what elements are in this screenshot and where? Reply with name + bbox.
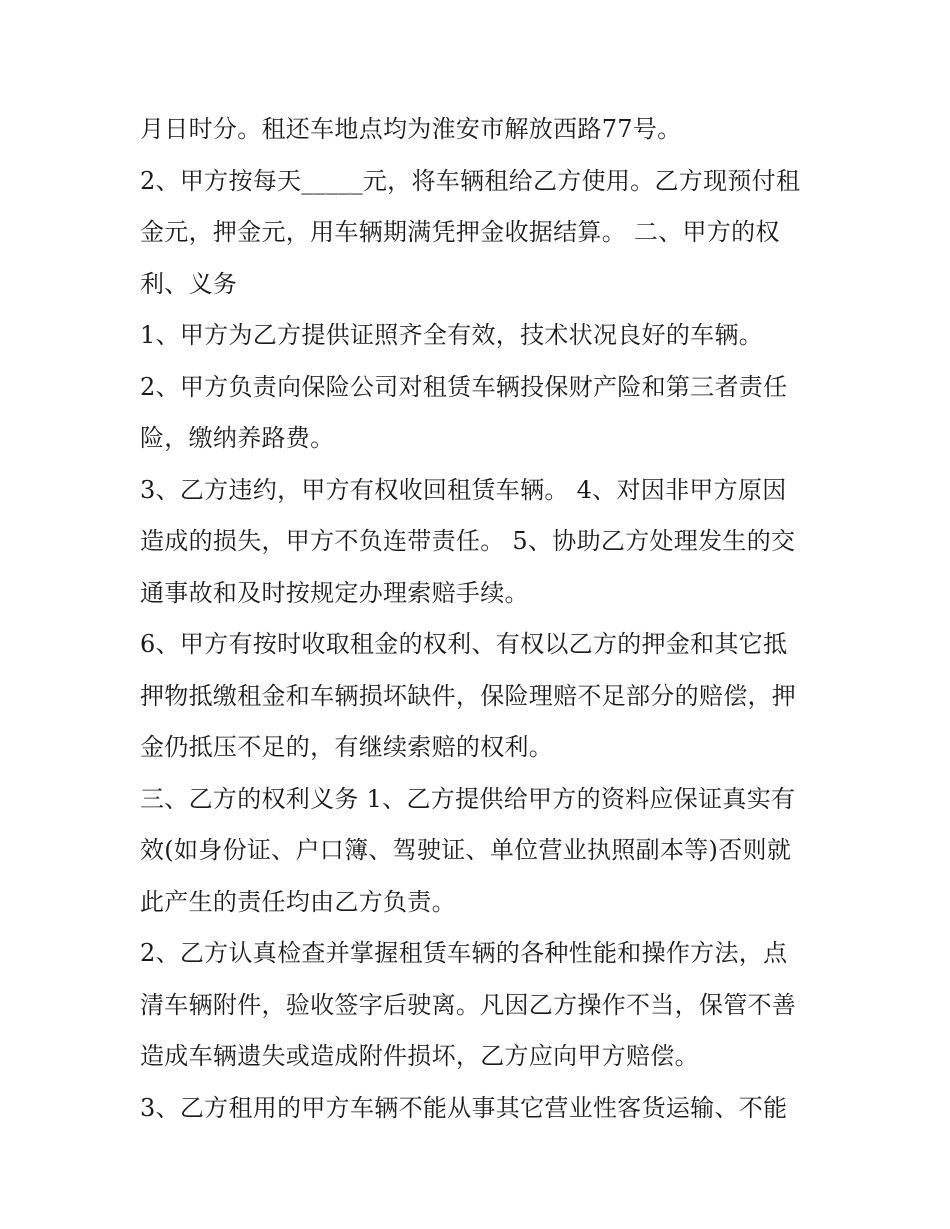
- contract-text: [140, 104, 820, 1134]
- text-line: 险，缴纳养路费。: [140, 424, 335, 452]
- text-line: 通事故和及时按规定办理索赔手续。: [140, 578, 529, 607]
- text-line: 造成车辆遗失或造成附件损坏，乙方应向甲方赔偿。: [140, 1042, 699, 1070]
- text-line: 金仍抵压不足的，有继续索赔的权利。: [140, 733, 554, 761]
- text-line: 月日时分。租还车地点均为淮安市解放西路77号。: [140, 115, 682, 143]
- text-line: 2、甲方按每天_____元，将车辆租给乙方使用。乙方现预付租: [140, 166, 801, 195]
- text-line: 2、甲方负责向保险公司对租赁车辆投保财产险和第三者责任: [140, 372, 788, 401]
- text-line: 利、义务: [140, 269, 238, 298]
- text-line: 3、乙方违约，甲方有权收回租赁车辆。 4、对因非甲方原因: [140, 475, 787, 504]
- text-line: 三、乙方的权利义务 1、乙方提供给甲方的资料应保证真实有: [140, 784, 796, 813]
- text-line: 造成的损失，甲方不负连带责任。 5、协助乙方处理发生的交: [140, 527, 796, 555]
- text-line: 此产生的责任均由乙方负责。: [140, 887, 456, 916]
- text-line: 2、乙方认真检查并掌握租赁车辆的各种性能和操作方法，点: [140, 939, 788, 967]
- text-line: 1、甲方为乙方提供证照齐全有效，技术状况良好的车辆。: [140, 321, 764, 349]
- text-line: 押物抵缴租金和车辆损坏缺件，保险理赔不足部分的赔偿，押: [140, 681, 797, 710]
- text-line: 效(如身份证、户口簿、驾驶证、单位营业执照副本等)否则就: [140, 836, 792, 864]
- text-line: 6、甲方有按时收取租金的权利、有权以乙方的押金和其它抵: [140, 630, 788, 658]
- text-line: 清车辆附件，验收签字后驶离。凡因乙方操作不当，保管不善: [140, 990, 797, 1019]
- text-line: 3、乙方租用的甲方车辆不能从事其它营业性客货运输、不能: [140, 1093, 788, 1122]
- text-line: 金元，押金元，用车辆期满凭押金收据结算。 二、甲方的权: [140, 218, 780, 246]
